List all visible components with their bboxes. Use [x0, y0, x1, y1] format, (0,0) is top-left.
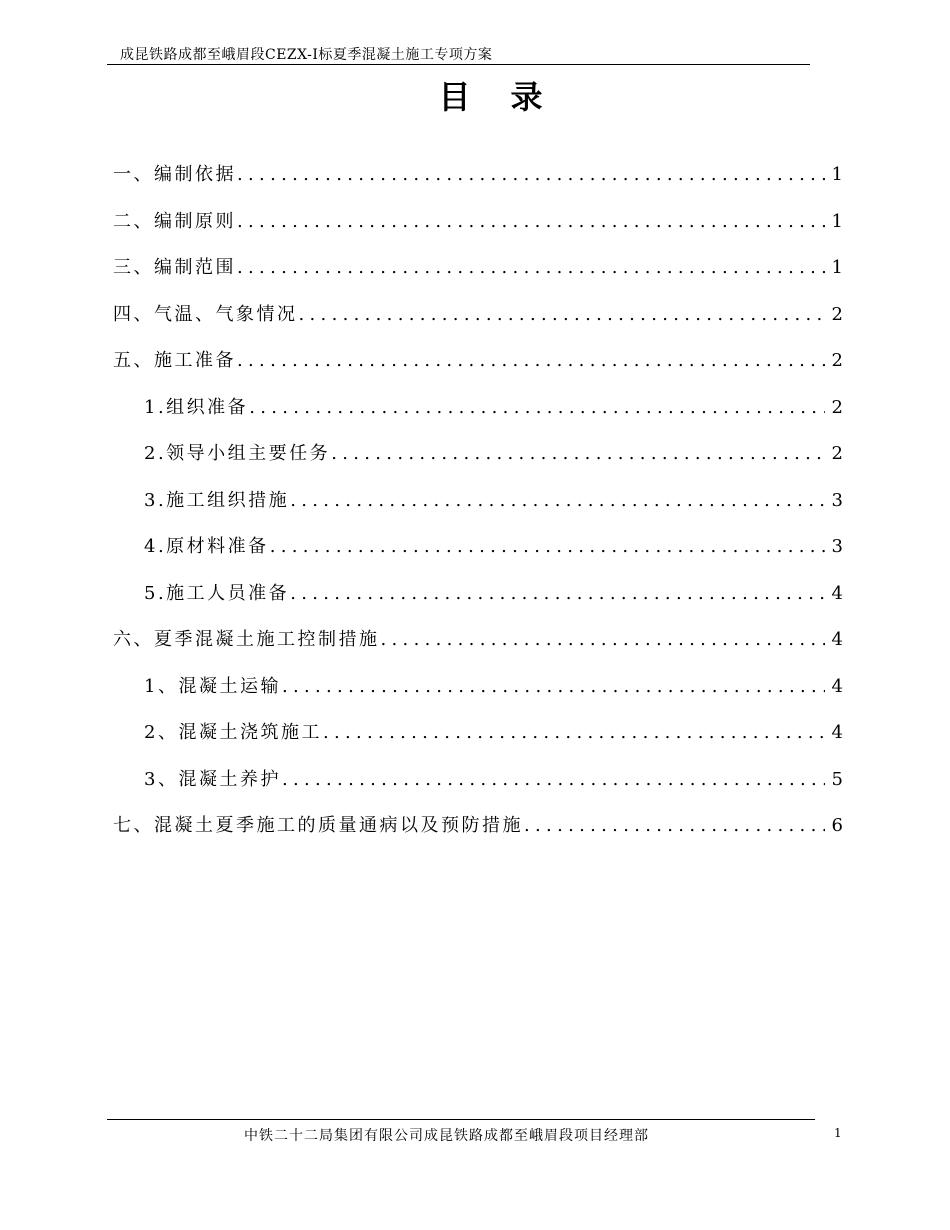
toc-entry-label: 5.施工人员准备: [144, 582, 290, 604]
toc-entry-page: 2: [831, 350, 843, 371]
toc-entry-label: 2.领导小组主要任务: [144, 443, 331, 464]
toc-entry-page: 6: [831, 815, 843, 836]
toc-entry-label: 三、编制范围: [113, 257, 236, 278]
toc-entry-label: 1、混凝土运输: [144, 675, 281, 697]
footer-page-number: 1: [834, 1126, 842, 1140]
toc-subentry[interactable]: [113, 579, 843, 626]
toc-entry[interactable]: [113, 625, 843, 672]
toc-subentry[interactable]: [113, 532, 843, 579]
footer-rule: [107, 1119, 815, 1120]
toc-dot-leader: [524, 815, 825, 836]
toc-entry-label: 1.组织准备: [144, 396, 249, 418]
toc-dot-leader: [381, 629, 826, 650]
toc-dot-leader: [237, 211, 825, 232]
toc-dot-leader: [237, 257, 825, 278]
toc-entry-page: 3: [831, 489, 843, 511]
header-rule: [107, 64, 810, 65]
toc-entry-page: 4: [831, 629, 843, 650]
toc-entry-label: 4.原材料准备: [144, 536, 269, 557]
toc-entry-label: 3.施工组织措施: [144, 489, 290, 511]
toc-subentry[interactable]: [113, 393, 843, 440]
toc-entry-label: 五、施工准备: [113, 350, 236, 371]
toc-entry[interactable]: [113, 160, 843, 207]
toc-entry[interactable]: [113, 253, 843, 300]
toc-entry-page: 2: [831, 303, 843, 325]
toc-list: [113, 160, 843, 858]
toc-dot-leader: [331, 443, 825, 464]
toc-entry-label: 2、混凝土浇筑施工: [144, 722, 322, 743]
toc-entry[interactable]: [113, 811, 843, 858]
toc-entry-label: 七、混凝土夏季施工的质量通病以及预防措施: [113, 815, 523, 836]
toc-entry-page: 1: [831, 257, 843, 278]
toc-entry-page: 1: [831, 164, 843, 185]
toc-entry-label: 3、混凝土养护: [144, 768, 281, 790]
toc-entry[interactable]: [113, 300, 843, 347]
toc-title: 目录: [438, 78, 583, 116]
toc-subentry[interactable]: [113, 486, 843, 533]
toc-subentry[interactable]: [113, 672, 843, 719]
running-header-title: 成昆铁路成都至峨眉段CEZX-I标夏季混凝土施工专项方案: [120, 47, 493, 63]
toc-dot-leader: [323, 722, 825, 743]
toc-entry-page: 1: [831, 210, 843, 232]
toc-dot-leader: [290, 583, 825, 604]
toc-entry-label: 六、夏季混凝土施工控制措施: [113, 629, 380, 650]
toc-dot-leader: [249, 397, 825, 418]
toc-subentry[interactable]: [113, 439, 843, 486]
toc-entry-label: 二、编制原则: [113, 210, 236, 232]
toc-dot-leader: [290, 490, 825, 511]
toc-dot-leader: [282, 676, 825, 697]
toc-dot-leader: [282, 769, 825, 790]
toc-entry[interactable]: [113, 346, 843, 393]
toc-subentry[interactable]: [113, 718, 843, 765]
footer-organization: 中铁二十二局集团有限公司成昆铁路成都至峨眉段项目经理部: [244, 1128, 649, 1144]
toc-entry-page: 4: [831, 582, 843, 604]
toc-dot-leader: [299, 304, 826, 325]
toc-entry-page: 3: [831, 536, 843, 557]
toc-entry-page: 5: [831, 768, 843, 790]
toc-entry-page: 4: [831, 722, 843, 743]
toc-dot-leader: [237, 164, 825, 185]
toc-dot-leader: [270, 536, 825, 557]
toc-entry-page: 2: [831, 396, 843, 418]
toc-entry-label: 一、编制依据: [113, 164, 236, 185]
toc-entry[interactable]: [113, 207, 843, 254]
toc-entry-page: 2: [831, 443, 843, 464]
toc-entry-page: 4: [831, 675, 843, 697]
toc-dot-leader: [237, 350, 825, 371]
toc-entry-label: 四、气温、气象情况: [113, 303, 298, 325]
toc-subentry[interactable]: [113, 765, 843, 812]
